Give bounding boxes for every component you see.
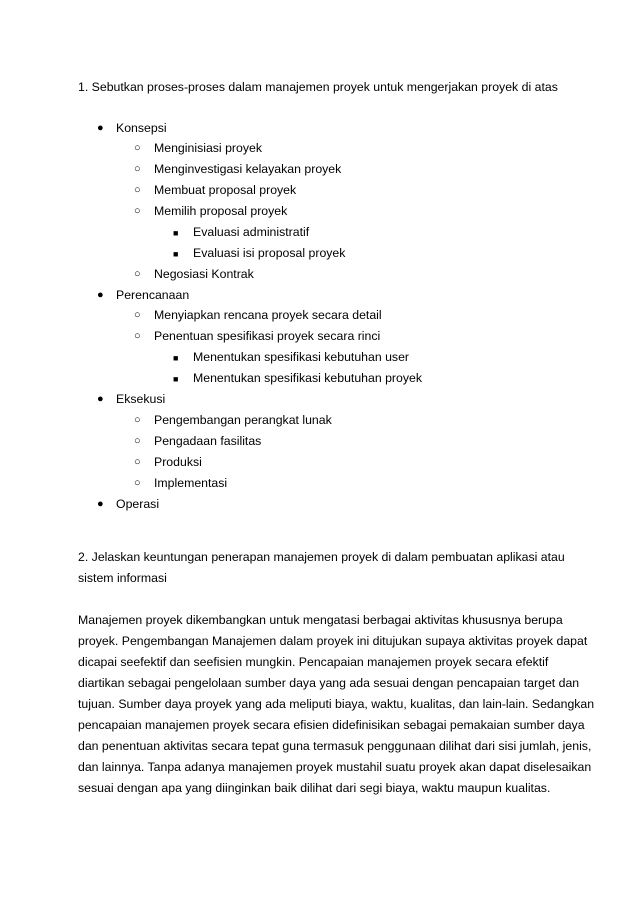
bullet-level2: ○ <box>134 142 141 154</box>
bullet-level1: ● <box>97 122 104 134</box>
bullet-level3: ■ <box>173 249 179 259</box>
bullet-level2: ○ <box>134 309 141 321</box>
list-item: Pengembangan perangkat lunak <box>154 413 332 427</box>
answer-2-line: dicapai seefektif dan seefisien mungkin. Pencapaian manajemen proyek secara efektif <box>78 655 549 669</box>
answer-2-line: dan penentuan aktivitas secara tepat guna termasuk penggunaan dilihat dari sisi jumlah, jenis, <box>78 739 592 753</box>
bullet-level2: ○ <box>134 477 141 489</box>
bullet-level2: ○ <box>134 184 141 196</box>
bullet-level2: ○ <box>134 456 141 468</box>
bullet-level2: ○ <box>134 205 141 217</box>
answer-2-line: diartikan sebagai pengelolaan sumber daya yang ada sesuai dengan pencapaian target dan <box>78 676 580 690</box>
bullet-level2: ○ <box>134 435 141 447</box>
bullet-level3: ■ <box>173 353 179 363</box>
list-item: Membuat proposal proyek <box>154 183 297 197</box>
list-item: Memilih proposal proyek <box>154 204 288 218</box>
bullet-level3: ■ <box>173 374 179 384</box>
list-item: Evaluasi isi proposal proyek <box>193 246 346 260</box>
bullet-level2: ○ <box>134 268 141 280</box>
answer-2-line: dan lainnya. Tanpa adanya manajemen proyek mustahil suatu proyek akan dapat diselesaikan <box>78 760 592 774</box>
bullet-level2: ○ <box>134 414 141 426</box>
answer-2-line: pencapaian manajemen proyek secara efisien didefinisikan sebagai pemakaian sumber daya <box>78 718 585 732</box>
bullet-level1: ● <box>97 498 104 510</box>
list-item: Menyiapkan rencana proyek secara detail <box>154 308 382 322</box>
answer-2-line: Manajemen proyek dikembangkan untuk mengatasi berbagai aktivitas khususnya berupa <box>78 613 563 627</box>
answer-2-line: tujuan. Sumber daya proyek yang ada meliputi biaya, waktu, kualitas, dan lain-lain. Sedangkan <box>78 697 595 711</box>
bullet-level1: ● <box>97 289 104 301</box>
question-2-line: 2. Jelaskan keuntungan penerapan manajemen proyek di dalam pembuatan aplikasi atau <box>78 550 565 564</box>
bullet-level3: ■ <box>173 228 179 238</box>
list-item-perencanaan: Perencanaan <box>116 288 190 302</box>
bullet-level2: ○ <box>134 330 141 342</box>
question-2-line: sistem informasi <box>78 571 167 585</box>
list-item: Menginisiasi proyek <box>154 141 262 155</box>
list-item: Produksi <box>154 455 202 469</box>
list-item: Negosiasi Kontrak <box>154 267 254 281</box>
list-item: Penentuan spesifikasi proyek secara rinci <box>154 329 381 343</box>
list-item: Pengadaan fasilitas <box>154 434 262 448</box>
bullet-level1: ● <box>97 393 104 405</box>
list-item: Menginvestigasi kelayakan proyek <box>154 162 342 176</box>
list-item-operasi: Operasi <box>116 497 160 511</box>
answer-2-line: proyek. Pengembangan Manajemen dalam proyek ini ditujukan supaya aktivitas proyek dapat <box>78 634 588 648</box>
answer-2-line: sesuai dengan apa yang diinginkan baik dilihat dari segi biaya, waktu maupun kualitas. <box>78 781 551 795</box>
list-item: Implementasi <box>154 476 228 490</box>
list-item: Menentukan spesifikasi kebutuhan proyek <box>193 371 422 385</box>
list-item-konsepsi: Konsepsi <box>116 121 167 135</box>
question-1: 1. Sebutkan proses-proses dalam manajemen proyek untuk mengerjakan proyek di atas <box>78 80 558 94</box>
list-item: Evaluasi administratif <box>193 225 310 239</box>
list-item-eksekusi: Eksekusi <box>116 392 166 406</box>
bullet-level2: ○ <box>134 163 141 175</box>
list-item: Menentukan spesifikasi kebutuhan user <box>193 350 410 364</box>
